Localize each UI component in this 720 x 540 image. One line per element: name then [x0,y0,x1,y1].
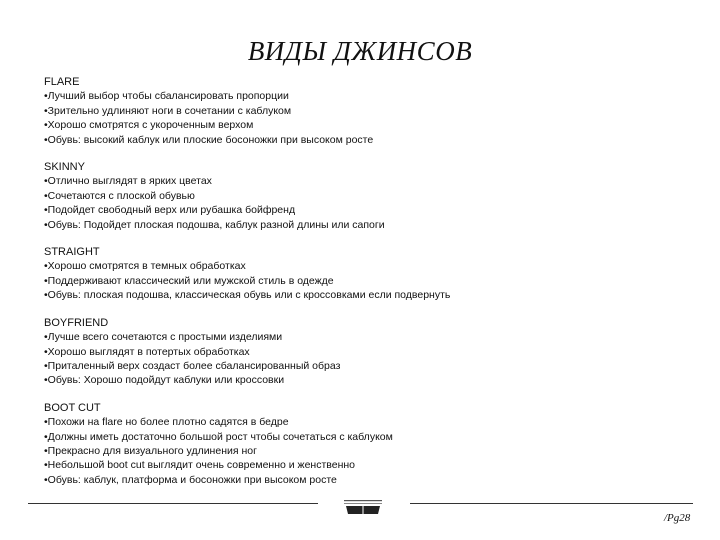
list-item: •Зрительно удлиняют ноги в сочетании с каблуком [44,104,292,117]
list-item: •Обувь: каблук, платформа и босоножки при высоком росте [44,473,337,486]
section-title: STRAIGHT [44,246,100,259]
list-item: •Поддерживают классический или мужской стиль в одежде [44,274,334,287]
list-item: •Подойдет свободный верх или рубашка бойфренд [44,204,296,217]
section-title: BOYFRIEND [44,316,109,329]
list-item: •Сочетаются с плоской обувью [44,189,195,202]
section-flare [44,75,694,147]
list-item: •Хорошо выглядят в потертых обработках [44,345,250,358]
list-item: •Отлично выглядят в ярких цветах [44,175,212,188]
section-title: FLARE [44,76,80,88]
section-boot-cut [44,401,694,487]
list-item: •Прекрасно для визуального удлинения ног [44,444,257,457]
brand-logo-icon [340,498,386,516]
list-item: •Лучше всего сочетаются с простыми изделиями [44,331,283,344]
section-title: SKINNY [44,161,85,174]
page-number: /Pg28 [664,512,691,524]
list-item: •Обувь: высокий каблук или плоские босоножки при высоком росте [44,133,374,146]
list-item: •Лучший выбор чтобы сбалансировать пропорции [44,90,289,103]
list-item: •Должны иметь достаточно большой рост чтобы сочетаться с каблуком [44,430,393,443]
jeans-types-list [44,75,694,500]
footer-divider-right [410,503,693,504]
list-item: •Хорошо смотрятся с укороченным верхом [44,119,254,132]
section-boyfriend [44,316,694,388]
section-title: BOOT CUT [44,401,101,414]
list-item: •Приталенный верх создаст более сбалансированный образ [44,359,341,372]
list-item: •Небольшой boot cut выглядит очень современно и женственно [44,459,356,472]
list-item: •Обувь: Хорошо подойдут каблуки или кроссовки [44,374,285,387]
page-title: ВИДЫ ДЖИНСОВ [247,36,473,66]
list-item: •Похожи на flare но более плотно садятся в бедре [44,416,289,429]
list-item: •Обувь: плоская подошва, классическая обувь или с кроссовками если подвернуть [44,289,451,302]
section-skinny [44,160,694,232]
list-item: •Обувь: Подойдет плоская подошва, каблук разной длины или сапоги [44,218,385,231]
section-straight [44,245,694,303]
footer-divider-left [28,503,318,504]
list-item: •Хорошо смотрятся в темных обработках [44,260,246,273]
